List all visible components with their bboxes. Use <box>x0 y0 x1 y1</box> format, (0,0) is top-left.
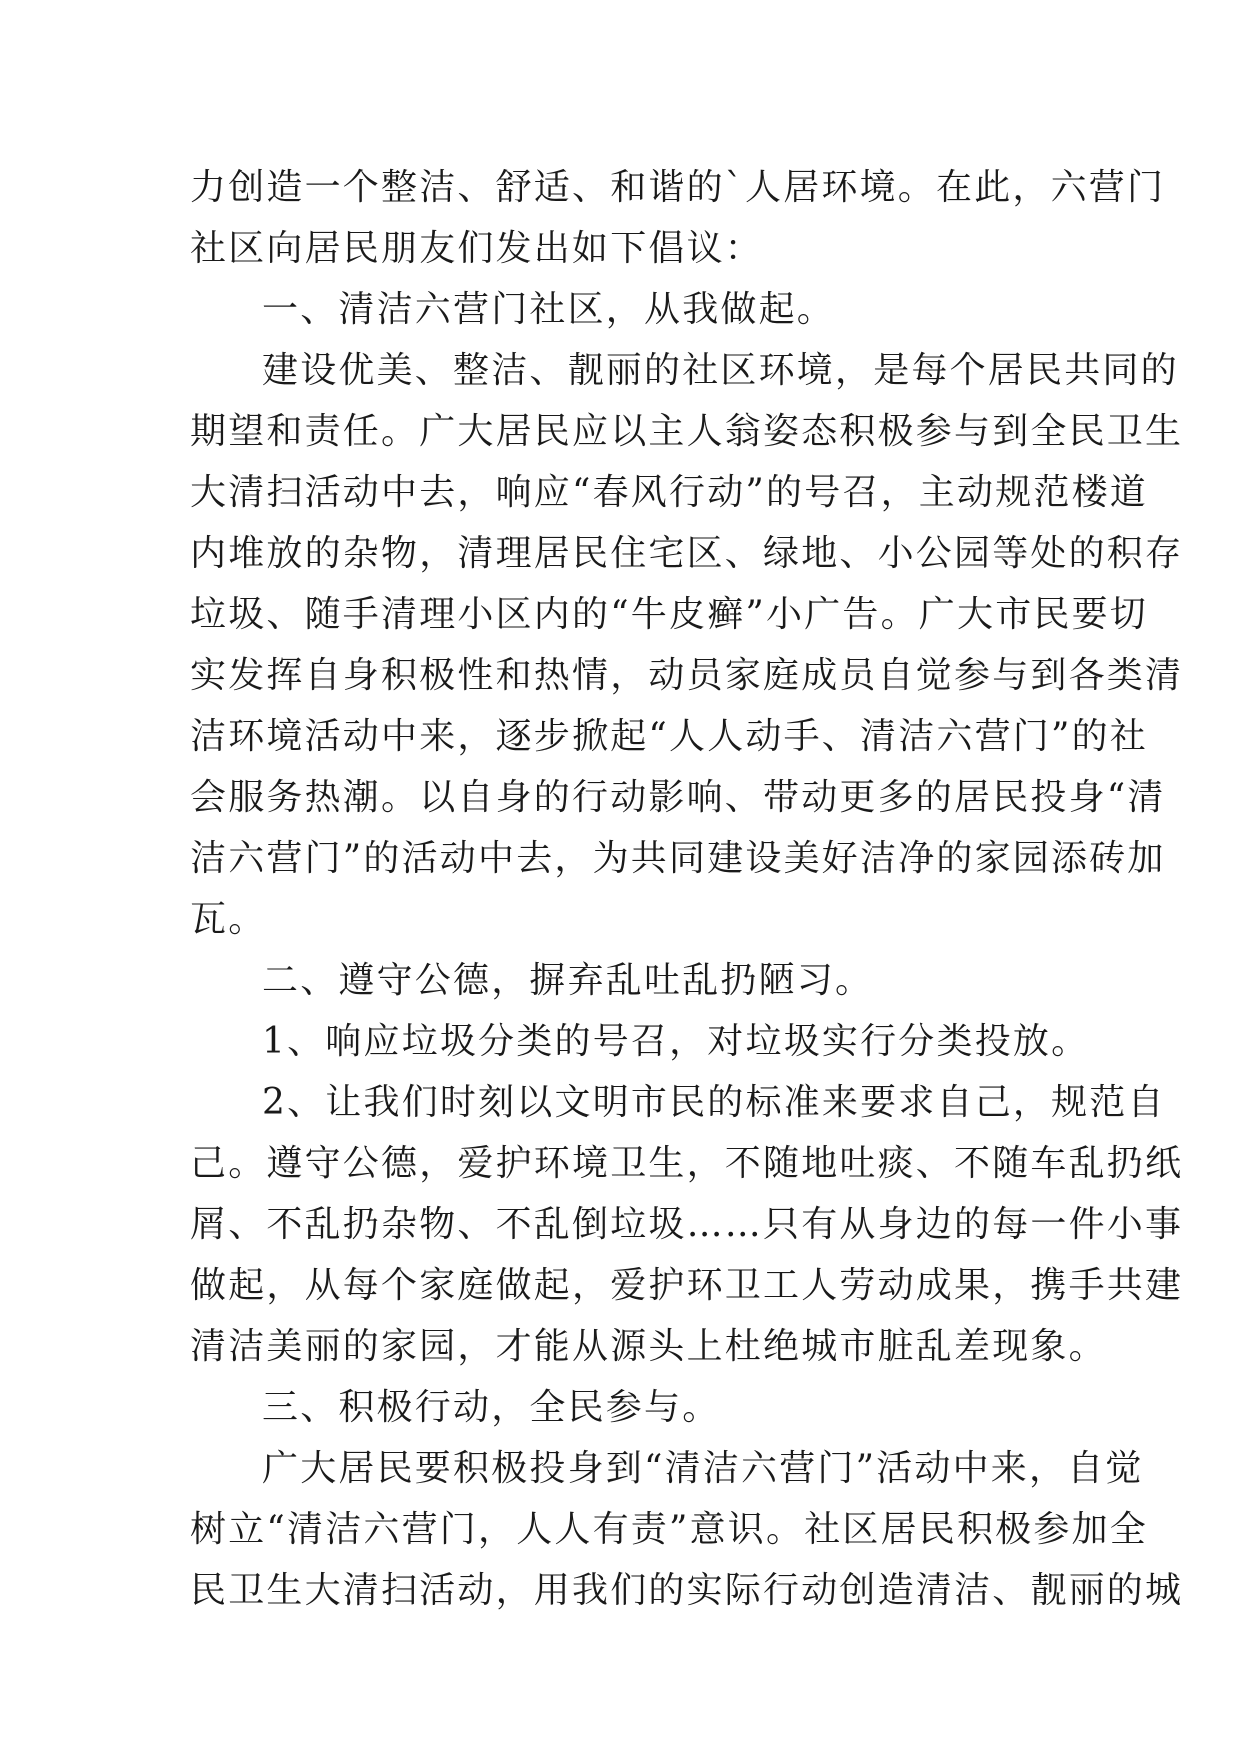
text-line: 力创造一个整洁、舒适、和谐的`人居环境。在此，六营门 <box>190 167 1166 208</box>
text-line: 己。遵守公德，爱护环境卫生，不随地吐痰、不随车乱扔纸 <box>190 1143 1184 1184</box>
text-line: 实发挥自身积极性和热情，动员家庭成员自觉参与到各类清 <box>190 655 1184 696</box>
text-line: 期望和责任。广大居民应以主人翁姿态积极参与到全民卫生 <box>190 411 1184 452</box>
text-line: 垃圾、随手清理小区内的“牛皮癣”小广告。广大市民要切 <box>190 594 1149 635</box>
text-line: 内堆放的杂物，清理居民住宅区、绿地、小公园等处的积存 <box>190 533 1184 574</box>
document-body <box>190 157 1184 1621</box>
text-line: 清洁美丽的家园，才能从源头上杜绝城市脏乱差现象。 <box>190 1326 1107 1367</box>
text-line: 会服务热潮。以自身的行动影响、带动更多的居民投身“清 <box>190 777 1166 818</box>
text-line: 广大居民要积极投身到“清洁六营门”活动中来，自觉 <box>262 1448 1144 1489</box>
text-line: 三、积极行动，全民参与。 <box>262 1387 721 1428</box>
text-line: 洁环境活动中来，逐步掀起“人人动手、清洁六营门”的社 <box>190 716 1149 757</box>
text-line: 民卫生大清扫活动，用我们的实际行动创造清洁、靓丽的城 <box>190 1570 1184 1611</box>
text-line: 屑、不乱扔杂物、不乱倒垃圾……只有从身边的每一件小事 <box>190 1204 1184 1245</box>
text-line: 一、清洁六营门社区，从我做起。 <box>262 289 836 330</box>
text-line: 树立“清洁六营门，人人有责”意识。社区居民积极参加全 <box>190 1509 1149 1550</box>
text-line: 2、让我们时刻以文明市民的标准来要求自己，规范自 <box>262 1082 1166 1123</box>
text-line: 二、遵守公德，摒弃乱吐乱扔陋习。 <box>262 960 874 1001</box>
text-line: 瓦。 <box>190 899 267 940</box>
text-line: 洁六营门”的活动中去，为共同建设美好洁净的家园添砖加 <box>190 838 1166 879</box>
text-line: 1、响应垃圾分类的号召，对垃圾实行分类投放。 <box>262 1021 1090 1062</box>
text-line: 大清扫活动中去，响应“春风行动”的号召，主动规范楼道 <box>190 472 1149 513</box>
text-line: 社区向居民朋友们发出如下倡议： <box>190 228 764 269</box>
text-line: 建设优美、整洁、靓丽的社区环境，是每个居民共同的 <box>262 350 1179 391</box>
text-line: 做起，从每个家庭做起，爱护环卫工人劳动成果，携手共建 <box>190 1265 1184 1306</box>
